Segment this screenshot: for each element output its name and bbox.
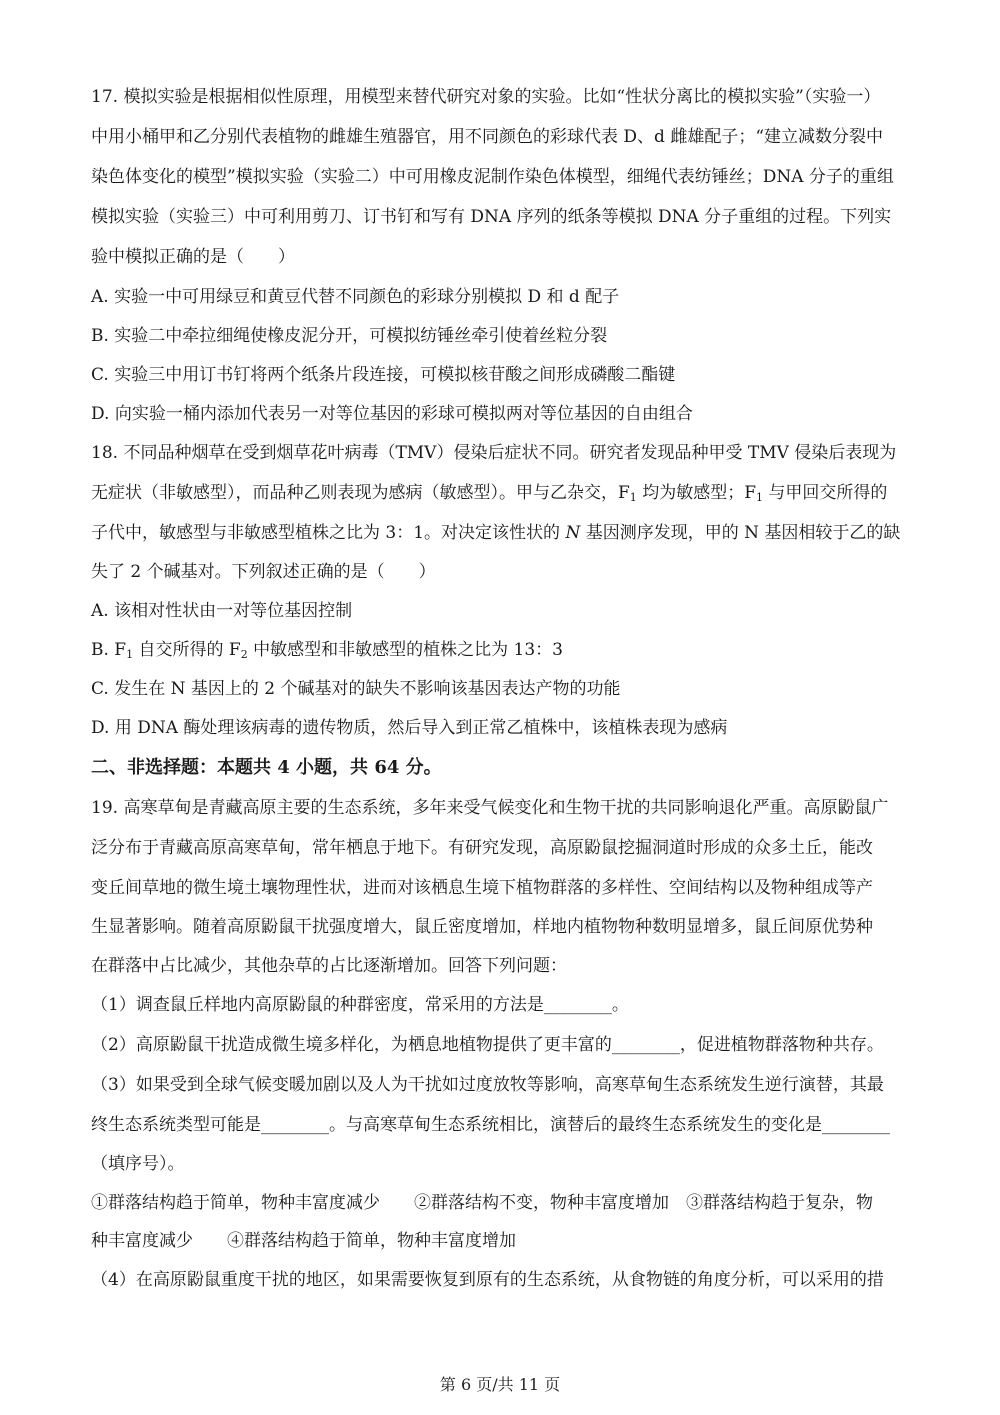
- q18-option-c: C. 发生在 N 基因上的 2 个碱基对的缺失不影响该基因表达产物的功能: [91, 679, 621, 699]
- q18-line-2-sub-2: 1: [756, 491, 763, 504]
- q18-line-2-part-a: 无症状（非敏感型），而品种乙则表现为感病（敏感型）。甲与乙杂交，F: [91, 483, 630, 503]
- q18-line-3-gene-italic: N: [565, 523, 581, 543]
- q17-line-3: 染色体变化的模型”模拟实验（实验二）中可用橡皮泥制作染色体模型，细绳代表纺锤丝；DNA 分子的重组: [91, 167, 894, 187]
- q17-line-2: 中用小桶甲和乙分别代表植物的雌雄生殖器官，用不同颜色的彩球代表 D、d 雌雄配子；“建立减数分裂中: [91, 127, 884, 147]
- q17-line-5: 验中模拟正确的是（ ）: [91, 247, 295, 267]
- q17-line-1: 17. 模拟实验是根据相似性原理，用模型来替代研究对象的实验。比如“性状分离比的模拟实验”（实验一）: [91, 87, 881, 107]
- q18-option-b-sub-1: 1: [126, 648, 134, 661]
- q19-line-3: 变丘间草地的微生境土壤物理性状，进而对该栖息生境下植物群落的多样性、空间结构以及物种组成等产: [91, 878, 873, 898]
- q18-option-d: D. 用 DNA 酶处理该病毒的遗传物质，然后导入到正常乙植株中，该植株表现为感病: [91, 718, 728, 738]
- q18-option-b-part-b: 自交所得的 F: [133, 640, 241, 660]
- q18-option-b-sub-2: 2: [240, 648, 248, 661]
- q18-line-3-part-b: 基因测序发现，甲的 N 基因相较于乙的缺: [580, 523, 901, 543]
- q19-sub-question-3-line-1: （3）如果受到全球气候变暖加剧以及人为干扰如过度放牧等影响，高寒草甸生态系统发生逆行演替，其最: [91, 1075, 884, 1095]
- q18-option-b-part-a: B. F: [91, 640, 127, 660]
- q17-option-a: A. 实验一中可用绿豆和黄豆代替不同颜色的彩球分别模拟 D 和 d 配子: [91, 287, 620, 307]
- q17-option-c: C. 实验三中用订书钉将两个纸条片段连接，可模拟核苷酸之间形成磷酸二酯键: [91, 365, 676, 385]
- q19-sub-question-4: （4）在高原鼢鼠重度干扰的地区，如果需要恢复到原有的生态系统，从食物链的角度分析，可以采用的措: [91, 1270, 884, 1290]
- q19-line-2: 泛分布于青藏高原高寒草甸，常年栖息于地下。有研究发现，高原鼢鼠挖掘洞道时形成的众多土丘，能改: [91, 838, 873, 858]
- page-number: 第 6 页/共 11 页: [439, 1375, 561, 1394]
- q17-line-4: 模拟实验（实验三）中可利用剪刀、订书钉和写有 DNA 序列的纸条等模拟 DNA 分子重组的过程。下列实: [91, 207, 892, 227]
- q19-sub-question-2: （2）高原鼢鼠干扰造成微生境多样化，为栖息地植物提供了更丰富的________，促进植物群落物种共存。: [91, 1035, 884, 1055]
- q18-line-2-part-c: 与甲回交所得的: [763, 483, 888, 503]
- q19-line-1: 19. 高寒草甸是青藏高原主要的生态系统，多年来受气候变化和生物干扰的共同影响退化严重。高原鼢鼠广: [91, 798, 889, 818]
- q19-choices-line-2: 种丰富度减少 ④群落结构趋于简单，物种丰富度增加: [91, 1231, 516, 1251]
- q18-option-b-part-c: 中敏感型和非敏感型的植株之比为 13：3: [247, 640, 563, 660]
- q18-line-2-sub-1: 1: [629, 491, 637, 504]
- q18-line-3-part-a: 子代中，敏感型与非敏感型植株之比为 3：1。对决定该性状的: [91, 523, 566, 543]
- section-2-heading: 二、非选择题：本题共 4 小题，共 64 分。: [91, 757, 442, 778]
- q18-line-4: 失了 2 个碱基对。下列叙述正确的是（ ）: [91, 562, 436, 582]
- q18-line-2-part-b: 均为敏感型；F: [636, 483, 756, 503]
- q17-option-d: D. 向实验一桶内添加代表另一对等位基因的彩球可模拟两对等位基因的自由组合: [91, 404, 693, 424]
- q19-line-4: 生显著影响。随着高原鼢鼠干扰强度增大，鼠丘密度增加，样地内植物物种数明显增多，鼠丘间原优势种: [91, 917, 873, 937]
- q18-line-1: 18. 不同品种烟草在受到烟草花叶病毒（TMV）侵染后症状不同。研究者发现品种甲受 TMV 侵染后表现为: [91, 443, 897, 463]
- q19-choices-line-1: ①群落结构趋于简单，物种丰富度减少 ②群落结构不变，物种丰富度增加 ③群落结构趋于复杂，物: [91, 1193, 873, 1213]
- q19-line-5: 在群落中占比减少，其他杂草的占比逐渐增加。回答下列问题：: [91, 956, 567, 976]
- q18-option-b: [91, 639, 911, 666]
- q18-line-3: [91, 522, 911, 544]
- q18-option-a: A. 该相对性状由一对等位基因控制: [91, 601, 353, 621]
- q18-line-2: [91, 482, 911, 509]
- q17-option-b: B. 实验二中牵拉细绳使橡皮泥分开，可模拟纺锤丝牵引使着丝粒分裂: [91, 326, 608, 346]
- q19-sub-question-3-line-2: 终生态系统类型可能是________。与高寒草甸生态系统相比，演替后的最终生态系统发生的变化是________: [91, 1115, 890, 1135]
- q19-sub-question-3-line-3: （填序号）。: [91, 1154, 185, 1174]
- q19-sub-question-1: （1）调查鼠丘样地内高原鼢鼠的种群密度，常采用的方法是________。: [91, 995, 629, 1015]
